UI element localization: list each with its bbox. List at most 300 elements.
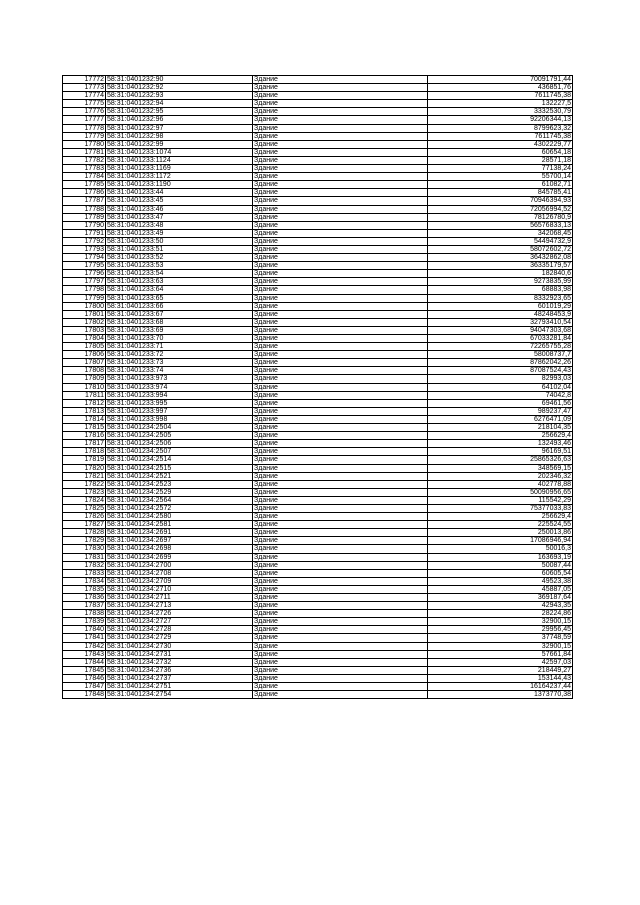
cadastral-number: 58:31:0401234:2514 — [106, 456, 253, 464]
table-row — [63, 76, 573, 84]
row-number: 17777 — [63, 116, 106, 124]
cadastral-value: 4302229,77 — [428, 140, 573, 148]
cadastral-value: 70946394,93 — [428, 197, 573, 205]
row-number: 17799 — [63, 294, 106, 302]
cadastral-value: 845785,41 — [428, 189, 573, 197]
cadastral-value: 7611745,38 — [428, 132, 573, 140]
row-number: 17806 — [63, 351, 106, 359]
cadastral-number: 58:31:0401233:973 — [106, 375, 253, 383]
row-number: 17844 — [63, 658, 106, 666]
table-row — [63, 335, 573, 343]
cadastral-number: 58:31:0401234:2732 — [106, 658, 253, 666]
row-number: 17836 — [63, 594, 106, 602]
object-type: Здание — [253, 650, 428, 658]
row-number: 17833 — [63, 569, 106, 577]
cadastral-value: 74042,8 — [428, 391, 573, 399]
cadastral-value: 67033281,84 — [428, 335, 573, 343]
cadastral-number: 58:31:0401233:47 — [106, 213, 253, 221]
row-number: 17788 — [63, 205, 106, 213]
row-number: 17838 — [63, 610, 106, 618]
row-number: 17847 — [63, 683, 106, 691]
row-number: 17774 — [63, 92, 106, 100]
cadastral-value: 58008737,7 — [428, 351, 573, 359]
object-type: Здание — [253, 432, 428, 440]
cadastral-value: 17086946,94 — [428, 537, 573, 545]
object-type: Здание — [253, 197, 428, 205]
object-type: Здание — [253, 618, 428, 626]
table-row — [63, 569, 573, 577]
row-number: 17842 — [63, 642, 106, 650]
object-type: Здание — [253, 156, 428, 164]
object-type: Здание — [253, 674, 428, 682]
row-number: 17772 — [63, 76, 106, 84]
object-type: Здание — [253, 189, 428, 197]
object-type: Здание — [253, 237, 428, 245]
table-row — [63, 464, 573, 472]
row-number: 17808 — [63, 367, 106, 375]
table-row — [63, 229, 573, 237]
table-row — [63, 407, 573, 415]
row-number: 17826 — [63, 513, 106, 521]
table-row — [63, 213, 573, 221]
row-number: 17785 — [63, 181, 106, 189]
table-row — [63, 221, 573, 229]
row-number: 17825 — [63, 504, 106, 512]
cadastral-number: 58:31:0401234:2506 — [106, 440, 253, 448]
cadastral-number: 58:31:0401234:2711 — [106, 594, 253, 602]
table-row — [63, 383, 573, 391]
cadastral-number: 58:31:0401233:73 — [106, 359, 253, 367]
cadastral-value: 94047303,68 — [428, 326, 573, 334]
cadastral-number: 58:31:0401234:2504 — [106, 424, 253, 432]
cadastral-value: 37748,59 — [428, 634, 573, 642]
cadastral-number: 58:31:0401233:46 — [106, 205, 253, 213]
object-type: Здание — [253, 245, 428, 253]
cadastral-number: 58:31:0401234:2727 — [106, 618, 253, 626]
row-number: 17828 — [63, 529, 106, 537]
object-type: Здание — [253, 480, 428, 488]
row-number: 17846 — [63, 674, 106, 682]
cadastral-number: 58:31:0401233:74 — [106, 367, 253, 375]
table-row — [63, 488, 573, 496]
cadastral-number: 58:31:0401232:93 — [106, 92, 253, 100]
object-type: Здание — [253, 351, 428, 359]
table-row — [63, 529, 573, 537]
object-type: Здание — [253, 561, 428, 569]
row-number: 17832 — [63, 561, 106, 569]
table-row — [63, 302, 573, 310]
table-row — [63, 634, 573, 642]
cadastral-number: 58:31:0401233:1074 — [106, 148, 253, 156]
cadastral-value: 72265755,28 — [428, 343, 573, 351]
table-row — [63, 181, 573, 189]
table-row — [63, 351, 573, 359]
cadastral-number: 58:31:0401233:997 — [106, 407, 253, 415]
cadastral-value: 32900,15 — [428, 642, 573, 650]
object-type: Здание — [253, 367, 428, 375]
cadastral-number: 58:31:0401233:54 — [106, 270, 253, 278]
cadastral-number: 58:31:0401233:71 — [106, 343, 253, 351]
cadastral-number: 58:31:0401234:2709 — [106, 577, 253, 585]
table-row — [63, 205, 573, 213]
cadastral-number: 58:31:0401232:90 — [106, 76, 253, 84]
cadastral-value: 1373770,38 — [428, 691, 573, 699]
cadastral-value: 32793410,54 — [428, 318, 573, 326]
cadastral-value: 9273835,99 — [428, 278, 573, 286]
cadastral-number: 58:31:0401234:2507 — [106, 448, 253, 456]
object-type: Здание — [253, 148, 428, 156]
cadastral-value: 70091791,44 — [428, 76, 573, 84]
cadastral-value: 56576833,13 — [428, 221, 573, 229]
cadastral-value: 54494732,9 — [428, 237, 573, 245]
object-type: Здание — [253, 585, 428, 593]
object-type: Здание — [253, 221, 428, 229]
object-type: Здание — [253, 577, 428, 585]
row-number: 17800 — [63, 302, 106, 310]
table-row — [63, 197, 573, 205]
cadastral-number: 58:31:0401233:65 — [106, 294, 253, 302]
cadastral-number: 58:31:0401233:69 — [106, 326, 253, 334]
row-number: 17823 — [63, 488, 106, 496]
table-row — [63, 496, 573, 504]
cadastral-number: 58:31:0401234:2564 — [106, 496, 253, 504]
cadastral-value: 61082,71 — [428, 181, 573, 189]
table-row — [63, 189, 573, 197]
object-type: Здание — [253, 456, 428, 464]
table-row — [63, 610, 573, 618]
row-number: 17820 — [63, 464, 106, 472]
cadastral-value: 82993,03 — [428, 375, 573, 383]
row-number: 17816 — [63, 432, 106, 440]
cadastral-value: 60605,54 — [428, 569, 573, 577]
table-row — [63, 245, 573, 253]
table-row — [63, 270, 573, 278]
object-type: Здание — [253, 666, 428, 674]
cadastral-value: 601019,29 — [428, 302, 573, 310]
table-row — [63, 415, 573, 423]
cadastral-value: 989237,47 — [428, 407, 573, 415]
cadastral-number: 58:31:0401234:2737 — [106, 674, 253, 682]
row-number: 17848 — [63, 691, 106, 699]
table-row — [63, 683, 573, 691]
object-type: Здание — [253, 100, 428, 108]
row-number: 17783 — [63, 165, 106, 173]
table-row — [63, 237, 573, 245]
object-type: Здание — [253, 488, 428, 496]
cadastral-number: 58:31:0401232:94 — [106, 100, 253, 108]
table-row — [63, 262, 573, 270]
row-number: 17829 — [63, 537, 106, 545]
row-number: 17797 — [63, 278, 106, 286]
cadastral-number: 58:31:0401233:63 — [106, 278, 253, 286]
row-number: 17790 — [63, 221, 106, 229]
object-type: Здание — [253, 124, 428, 132]
row-number: 17776 — [63, 108, 106, 116]
cadastral-number: 58:31:0401232:97 — [106, 124, 253, 132]
object-type: Здание — [253, 537, 428, 545]
table-row — [63, 294, 573, 302]
row-number: 17781 — [63, 148, 106, 156]
cadastral-number: 58:31:0401234:2523 — [106, 480, 253, 488]
table-row — [63, 254, 573, 262]
cadastral-value: 6276471,09 — [428, 415, 573, 423]
row-number: 17843 — [63, 650, 106, 658]
table-row — [63, 156, 573, 164]
object-type: Здание — [253, 375, 428, 383]
table-row — [63, 537, 573, 545]
object-type: Здание — [253, 286, 428, 294]
object-type: Здание — [253, 383, 428, 391]
cadastral-number: 58:31:0401232:92 — [106, 84, 253, 92]
cadastral-value: 250013,86 — [428, 529, 573, 537]
table-row — [63, 424, 573, 432]
cadastral-number: 58:31:0401233:44 — [106, 189, 253, 197]
object-type: Здание — [253, 594, 428, 602]
cadastral-number: 58:31:0401233:1190 — [106, 181, 253, 189]
object-type: Здание — [253, 529, 428, 537]
cadastral-value: 369187,64 — [428, 594, 573, 602]
table-row — [63, 521, 573, 529]
object-type: Здание — [253, 343, 428, 351]
object-type: Здание — [253, 92, 428, 100]
row-number: 17807 — [63, 359, 106, 367]
cadastral-number: 58:31:0401234:2726 — [106, 610, 253, 618]
object-type: Здание — [253, 302, 428, 310]
cadastral-number: 58:31:0401233:1169 — [106, 165, 253, 173]
row-number: 17798 — [63, 286, 106, 294]
cadastral-value: 49523,38 — [428, 577, 573, 585]
row-number: 17839 — [63, 618, 106, 626]
cadastral-value: 7611745,38 — [428, 92, 573, 100]
row-number: 17831 — [63, 553, 106, 561]
cadastral-number: 58:31:0401233:67 — [106, 310, 253, 318]
cadastral-value: 48248453,9 — [428, 310, 573, 318]
object-type: Здание — [253, 521, 428, 529]
object-type: Здание — [253, 513, 428, 521]
row-number: 17845 — [63, 666, 106, 674]
row-number: 17822 — [63, 480, 106, 488]
cadastral-value: 36335179,57 — [428, 262, 573, 270]
table-row — [63, 513, 573, 521]
cadastral-number: 58:31:0401234:2713 — [106, 602, 253, 610]
cadastral-value: 72056994,52 — [428, 205, 573, 213]
row-number: 17793 — [63, 245, 106, 253]
table-row — [63, 310, 573, 318]
row-number: 17821 — [63, 472, 106, 480]
table-row — [63, 140, 573, 148]
cadastral-value: 256629,4 — [428, 432, 573, 440]
cadastral-value: 96169,51 — [428, 448, 573, 456]
cadastral-table — [62, 75, 573, 699]
row-number: 17827 — [63, 521, 106, 529]
table-row — [63, 399, 573, 407]
object-type: Здание — [253, 602, 428, 610]
object-type: Здание — [253, 399, 428, 407]
cadastral-number: 58:31:0401234:2697 — [106, 537, 253, 545]
object-type: Здание — [253, 205, 428, 213]
cadastral-number: 58:31:0401234:2751 — [106, 683, 253, 691]
table-row — [63, 343, 573, 351]
row-number: 17801 — [63, 310, 106, 318]
row-number: 17803 — [63, 326, 106, 334]
table-row — [63, 116, 573, 124]
cadastral-value: 225524,55 — [428, 521, 573, 529]
row-number: 17805 — [63, 343, 106, 351]
cadastral-number: 58:31:0401233:70 — [106, 335, 253, 343]
cadastral-value: 218104,35 — [428, 424, 573, 432]
cadastral-number: 58:31:0401234:2731 — [106, 650, 253, 658]
cadastral-number: 58:31:0401234:2710 — [106, 585, 253, 593]
row-number: 17789 — [63, 213, 106, 221]
table-row — [63, 124, 573, 132]
cadastral-value: 60654,18 — [428, 148, 573, 156]
cadastral-number: 58:31:0401234:2521 — [106, 472, 253, 480]
row-number: 17804 — [63, 335, 106, 343]
cadastral-value: 132227,5 — [428, 100, 573, 108]
cadastral-value: 25865326,63 — [428, 456, 573, 464]
object-type: Здание — [253, 642, 428, 650]
row-number: 17840 — [63, 626, 106, 634]
table-row — [63, 165, 573, 173]
table-row — [63, 585, 573, 593]
table-row — [63, 100, 573, 108]
cadastral-value: 50090956,65 — [428, 488, 573, 496]
row-number: 17794 — [63, 254, 106, 262]
cadastral-value: 202346,32 — [428, 472, 573, 480]
cadastral-number: 58:31:0401233:68 — [106, 318, 253, 326]
cadastral-number: 58:31:0401233:1172 — [106, 173, 253, 181]
row-number: 17792 — [63, 237, 106, 245]
table-row — [63, 561, 573, 569]
object-type: Здание — [253, 262, 428, 270]
row-number: 17780 — [63, 140, 106, 148]
row-number: 17818 — [63, 448, 106, 456]
cadastral-value: 45887,05 — [428, 585, 573, 593]
object-type: Здание — [253, 270, 428, 278]
object-type: Здание — [253, 254, 428, 262]
cadastral-value: 69461,56 — [428, 399, 573, 407]
object-type: Здание — [253, 359, 428, 367]
cadastral-number: 58:31:0401234:2580 — [106, 513, 253, 521]
object-type: Здание — [253, 108, 428, 116]
object-type: Здание — [253, 407, 428, 415]
cadastral-number: 58:31:0401233:52 — [106, 254, 253, 262]
cadastral-number: 58:31:0401233:1124 — [106, 156, 253, 164]
cadastral-value: 57661,84 — [428, 650, 573, 658]
cadastral-number: 58:31:0401233:974 — [106, 383, 253, 391]
row-number: 17837 — [63, 602, 106, 610]
row-number: 17814 — [63, 415, 106, 423]
object-type: Здание — [253, 545, 428, 553]
object-type: Здание — [253, 610, 428, 618]
cadastral-number: 58:31:0401234:2698 — [106, 545, 253, 553]
row-number: 17830 — [63, 545, 106, 553]
cadastral-number: 58:31:0401233:998 — [106, 415, 253, 423]
cadastral-number: 58:31:0401233:51 — [106, 245, 253, 253]
cadastral-number: 58:31:0401234:2691 — [106, 529, 253, 537]
object-type: Здание — [253, 391, 428, 399]
table-row — [63, 504, 573, 512]
table-row — [63, 618, 573, 626]
object-type: Здание — [253, 634, 428, 642]
row-number: 17819 — [63, 456, 106, 464]
table-row — [63, 367, 573, 375]
row-number: 17841 — [63, 634, 106, 642]
object-type: Здание — [253, 424, 428, 432]
table-row — [63, 666, 573, 674]
cadastral-number: 58:31:0401234:2572 — [106, 504, 253, 512]
table-row — [63, 577, 573, 585]
cadastral-number: 58:31:0401233:64 — [106, 286, 253, 294]
cadastral-number: 58:31:0401233:50 — [106, 237, 253, 245]
row-number: 17835 — [63, 585, 106, 593]
table-row — [63, 375, 573, 383]
cadastral-value: 50016,3 — [428, 545, 573, 553]
object-type: Здание — [253, 472, 428, 480]
table-row — [63, 318, 573, 326]
cadastral-number: 58:31:0401234:2699 — [106, 553, 253, 561]
cadastral-value: 50087,44 — [428, 561, 573, 569]
row-number: 17834 — [63, 577, 106, 585]
object-type: Здание — [253, 310, 428, 318]
table-body — [63, 76, 573, 699]
object-type: Здание — [253, 278, 428, 286]
cadastral-value: 348569,15 — [428, 464, 573, 472]
object-type: Здание — [253, 683, 428, 691]
cadastral-number: 58:31:0401233:66 — [106, 302, 253, 310]
cadastral-number: 58:31:0401234:2505 — [106, 432, 253, 440]
object-type: Здание — [253, 84, 428, 92]
row-number: 17809 — [63, 375, 106, 383]
object-type: Здание — [253, 464, 428, 472]
cadastral-number: 58:31:0401234:2700 — [106, 561, 253, 569]
cadastral-number: 58:31:0401233:45 — [106, 197, 253, 205]
cadastral-number: 58:31:0401233:994 — [106, 391, 253, 399]
cadastral-number: 58:31:0401234:2729 — [106, 634, 253, 642]
cadastral-value: 182840,6 — [428, 270, 573, 278]
row-number: 17796 — [63, 270, 106, 278]
object-type: Здание — [253, 76, 428, 84]
row-number: 17784 — [63, 173, 106, 181]
object-type: Здание — [253, 658, 428, 666]
table-row — [63, 391, 573, 399]
cadastral-value: 29956,45 — [428, 626, 573, 634]
object-type: Здание — [253, 116, 428, 124]
object-type: Здание — [253, 626, 428, 634]
cadastral-value: 92206344,13 — [428, 116, 573, 124]
cadastral-value: 256629,4 — [428, 513, 573, 521]
cadastral-value: 342068,45 — [428, 229, 573, 237]
cadastral-value: 87087524,43 — [428, 367, 573, 375]
cadastral-number: 58:31:0401232:99 — [106, 140, 253, 148]
cadastral-number: 58:31:0401233:995 — [106, 399, 253, 407]
cadastral-number: 58:31:0401234:2728 — [106, 626, 253, 634]
cadastral-number: 58:31:0401234:2754 — [106, 691, 253, 699]
cadastral-value: 163693,19 — [428, 553, 573, 561]
table-row — [63, 108, 573, 116]
table-row — [63, 472, 573, 480]
row-number: 17817 — [63, 440, 106, 448]
table-row — [63, 132, 573, 140]
table-row — [63, 278, 573, 286]
cadastral-value: 75377033,83 — [428, 504, 573, 512]
cadastral-value: 32900,15 — [428, 618, 573, 626]
object-type: Здание — [253, 294, 428, 302]
cadastral-value: 68883,98 — [428, 286, 573, 294]
cadastral-number: 58:31:0401234:2529 — [106, 488, 253, 496]
row-number: 17787 — [63, 197, 106, 205]
object-type: Здание — [253, 448, 428, 456]
